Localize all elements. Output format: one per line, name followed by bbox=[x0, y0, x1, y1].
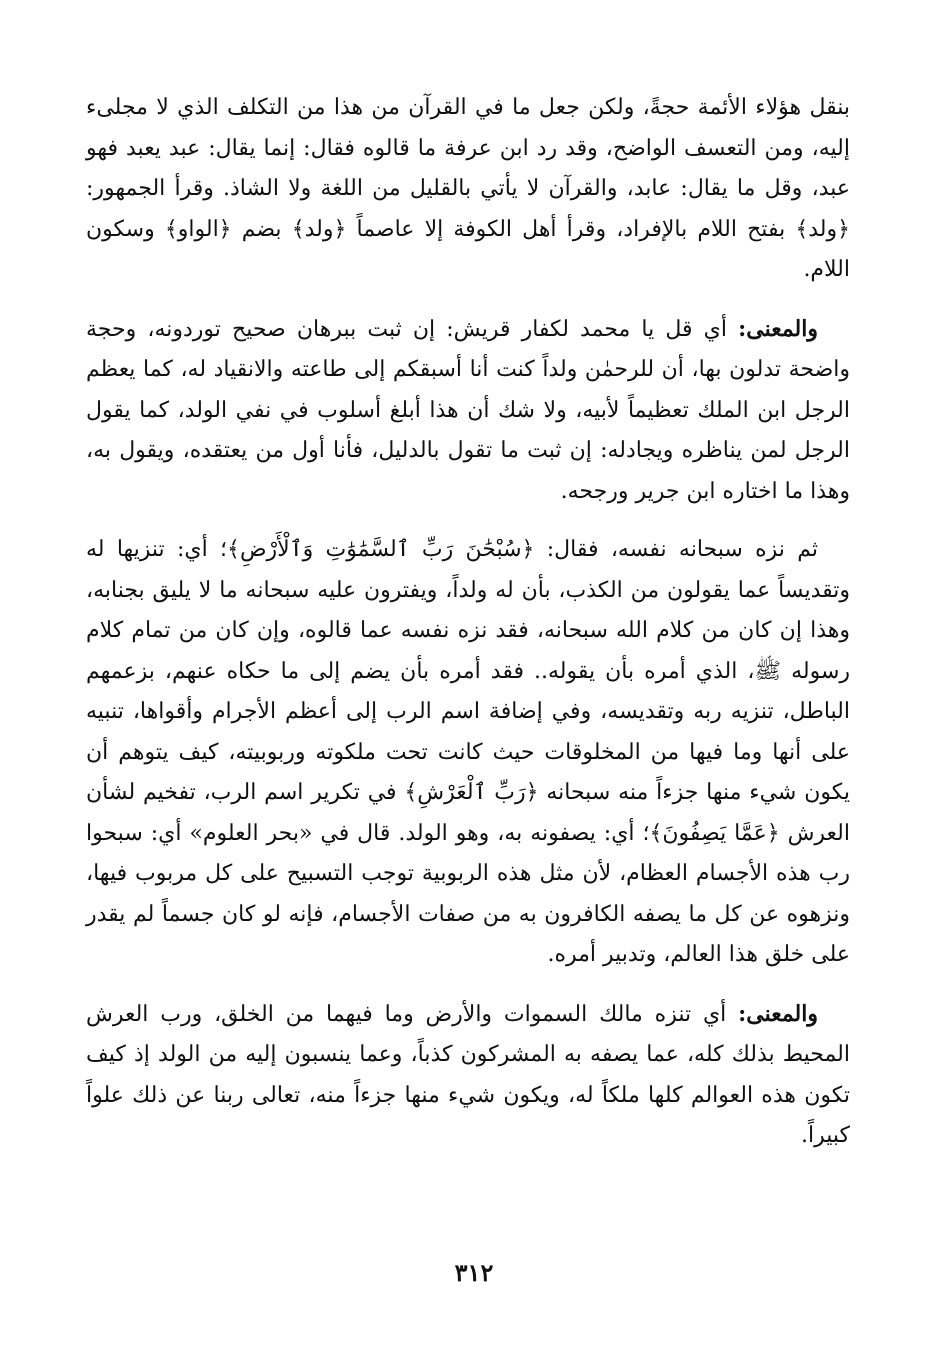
paragraph-1 bbox=[86, 88, 850, 291]
page-number: ٣١٢ bbox=[454, 1258, 494, 1287]
paragraph-3-text: ثم نزه سبحانه نفسه، فقال: ﴿سُبْحَٰنَ رَبِّ ٱلسَّمَٰوَٰتِ وَٱلْأَرْضِ﴾؛ أي: تنزيها له وتقديساً عما يقولون من الكذب، بأن له ولداً، ويفترون عليه سبحانه ما لا يليق بجنابه، وهذا إن كان من كلام الله سبحانه، فقد نزه نفسه عما قالوه، وإن كان من تمام كلام رسوله ﷺ، الذي أمره بأن يقوله.. فقد أمره بأن يضم إلى ما حكاه عنهم، بزعمهم الباطل، تنزيه ربه وتقديسه، وفي إضافة اسم الرب إلى أعظم الأجرام وأقواها، تنبيه على أنها وما فيها من المخلوقات حيث كانت تحت ملكوته وربوبيته، كيف يتوهم أن يكون شيء منها جزءاً منه سبحانه ﴿رَبِّ ٱلْعَرْشِ﴾ في تكرير اسم الرب، تفخيم لشأن العرش ﴿عَمَّا يَصِفُونَ﴾؛ أي: يصفونه به، وهو الولد. قال في «بحر العلوم» أي: سبحوا رب هذه الأجسام العظام، لأن مثل هذه الربوبية توجب التسبيح على كل مربوب فيها، ونزهوه عن كل ما يصفه الكافرون به من صفات الأجسام، فإنه لو كان جسماً لم يقدر على خلق هذا العالم، وتدبير أمره. bbox=[86, 537, 850, 967]
paragraph-4-text: أي تنزه مالك السموات والأرض وما فيهما من الخلق، ورب العرش المحيط بذلك كله، عما يصفه به المشركون كذباً، وعما ينسبون إليه من الولد إذ كيف تكون هذه العوالم كلها ملكاً له، ويكون شيء منها جزءاً منه، تعالى ربنا عن ذلك علواً كبيراً. bbox=[86, 1001, 850, 1148]
paragraph-2 bbox=[86, 309, 850, 513]
paragraph-1-text: بنقل هؤلاء الأئمة حجةً، ولكن جعل ما في القرآن من هذا من التكلف الذي لا مجلىء إليه، ومن التعسف الواضح، وقد رد ابن عرفة ما قالوه فقال: إنما يقال: عبد يعبد فهو عبد، وقل ما يقال: عابد، والقرآن لا يأتي بالقليل من اللغة ولا الشاذ. وقرأ الجمهور: ﴿ولد﴾ بفتح اللام بالإفراد، وقرأ أهل الكوفة إلا عاصماً ﴿ولد﴾ بضم ﴿الواو﴾ وسكون اللام. bbox=[86, 95, 850, 282]
page-body bbox=[86, 88, 850, 1157]
paragraph-4-lead: والمعنى: bbox=[738, 1000, 818, 1027]
paragraph-2-text: أي قل يا محمد لكفار قريش: إن ثبت ببرهان صحيح توردونه، وحجة واضحة تدلون بها، أن للرحمٰن ولداً كنت أنا أسبقكم إلى طاعته والانقياد له، كما يعظم الرجل ابن الملك تعظيماً لأبيه، ولا شك أن هذا أبلغ أسلوب في نفي الولد، كما يقول الرجل لمن يناظره ويجادله: إن ثبت ما تقول بالدليل، فأنا أول من يعتقده، ويقول به، وهذا ما اختاره ابن جرير ورجحه. bbox=[86, 316, 850, 504]
paragraph-4 bbox=[86, 994, 850, 1157]
paragraph-3 bbox=[86, 530, 850, 976]
paragraph-2-lead: والمعنى: bbox=[738, 315, 818, 342]
